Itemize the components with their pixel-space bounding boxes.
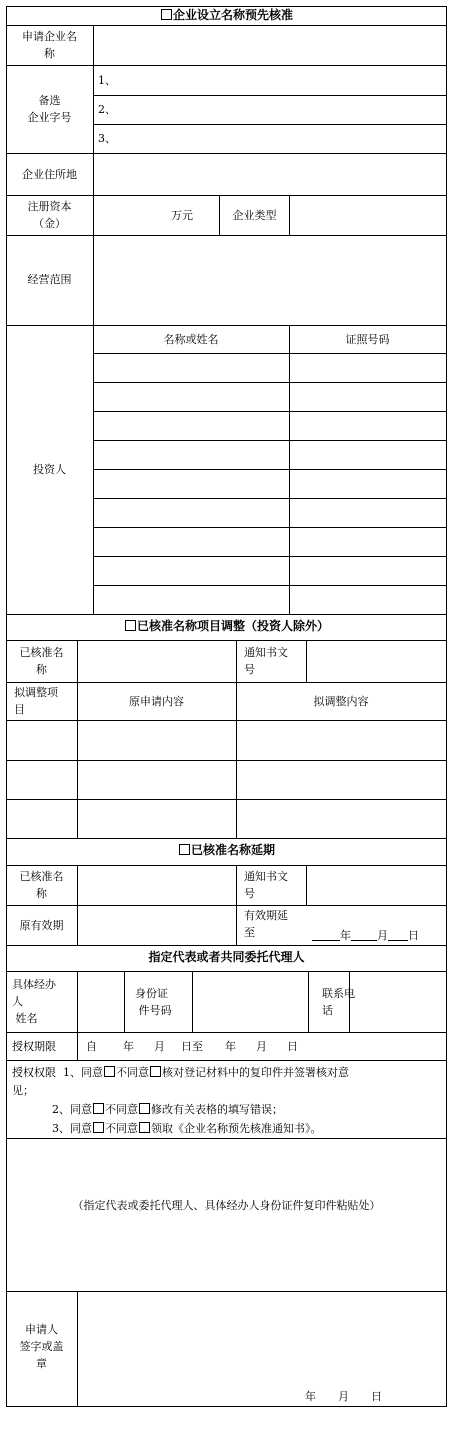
row-line — [6, 682, 447, 683]
investor-id-header: 证照号码 — [345, 333, 390, 346]
row-line — [93, 95, 447, 96]
extend-to-label: 有效期延 至 — [244, 909, 288, 939]
row-line — [93, 498, 447, 499]
address-field[interactable] — [94, 154, 446, 195]
auth-period-value[interactable]: 自 年 月 日至 年 月 日 — [86, 1040, 298, 1053]
checkbox-icon[interactable] — [139, 1103, 150, 1114]
section1-title-text: 企业设立名称预先核准 — [172, 8, 293, 22]
row-line — [6, 799, 447, 800]
row-line — [6, 614, 447, 615]
approved-name-label: 已核准名 称 — [19, 870, 64, 900]
row-line — [93, 411, 447, 412]
row-line — [93, 353, 447, 354]
checkbox-icon[interactable] — [93, 1103, 104, 1114]
col-line — [77, 865, 78, 945]
col-line — [236, 865, 237, 945]
col-line — [289, 325, 290, 614]
notice-no-label: 通知书文 号 — [244, 870, 288, 900]
section4-title: 指定代表或者共同委托代理人 — [148, 950, 305, 964]
investor-name-header: 名称或姓名 — [163, 333, 219, 346]
applicant-name-label: 申请企业名 称 — [22, 30, 77, 60]
row-line — [6, 1032, 447, 1033]
row-line — [6, 905, 447, 906]
checkbox-icon[interactable] — [179, 844, 190, 855]
checkbox-icon[interactable] — [125, 620, 136, 631]
original-validity-label: 原有效期 — [19, 919, 64, 932]
adjust-item-label: 拟调整项 目 — [14, 686, 58, 716]
section2-title — [6, 618, 447, 635]
id-number-label: 身份证 件号码 — [135, 987, 172, 1017]
business-scope-field[interactable] — [94, 236, 446, 325]
section3-title — [6, 842, 447, 859]
col-line — [77, 1032, 78, 1060]
alt-name-2[interactable]: 2、 — [98, 103, 116, 116]
alt-names-label: 备选 企业字号 — [27, 94, 72, 124]
row-line — [6, 1060, 447, 1061]
id-copy-paste-area: （指定代表或委托代理人、具体经办人身份证件复印件粘贴处） — [72, 1199, 381, 1212]
col-line — [124, 971, 125, 1032]
row-line — [6, 971, 447, 972]
row-line — [93, 382, 447, 383]
row-line — [6, 865, 447, 866]
original-content-header: 原申请内容 — [129, 695, 184, 708]
checkbox-icon[interactable] — [150, 1066, 161, 1077]
col-line — [236, 640, 237, 838]
extend-date[interactable]: 年 月 日 — [312, 927, 419, 944]
alt-name-1[interactable]: 1、 — [98, 74, 116, 87]
row-line — [6, 1138, 447, 1139]
address-label: 企业住所地 — [22, 168, 77, 181]
row-line — [6, 65, 447, 66]
row-line — [6, 640, 447, 641]
row-line — [93, 556, 447, 557]
row-line — [6, 760, 447, 761]
auth-scope-item-1: 授权权限 1、同意 不同意 核对登记材料中的复印件并签署核对意 — [12, 1066, 349, 1079]
checkbox-icon[interactable] — [104, 1066, 115, 1077]
row-line — [93, 585, 447, 586]
col-line — [77, 640, 78, 838]
row-line — [6, 838, 447, 839]
auth-period-label: 授权期限 — [12, 1040, 56, 1053]
approved-name-label: 已核准名 称 — [19, 646, 64, 676]
alt-name-3[interactable]: 3、 — [98, 132, 116, 145]
row-line — [93, 440, 447, 441]
signature-field[interactable] — [78, 1292, 446, 1406]
col-line — [308, 971, 309, 1032]
checkbox-icon[interactable] — [161, 9, 172, 20]
row-line — [93, 527, 447, 528]
investor-label: 投资人 — [33, 463, 66, 476]
applicant-name-field[interactable] — [94, 26, 446, 65]
capital-unit: 万元 — [171, 209, 193, 222]
col-line — [306, 640, 307, 682]
row-line — [93, 469, 447, 470]
section1-title — [6, 7, 447, 24]
company-type-label: 企业类型 — [232, 209, 277, 222]
row-line — [93, 124, 447, 125]
section3-title-text: 已核准名称延期 — [190, 843, 275, 857]
row-line — [6, 325, 447, 326]
auth-scope-item-3: 3、同意 不同意 领取《企业名称预先核准通知书》。 — [52, 1122, 322, 1135]
col-line — [192, 971, 193, 1032]
row-line — [6, 720, 447, 721]
notice-no-label: 通知书文 号 — [244, 646, 288, 676]
border-bottom — [6, 1406, 447, 1407]
section2-title-text: 已核准名称项目调整（投资人除外） — [136, 619, 329, 633]
checkbox-icon[interactable] — [93, 1122, 104, 1133]
auth-scope-item-2: 2、同意 不同意 修改有关表格的填写错误； — [52, 1103, 283, 1116]
checkbox-icon[interactable] — [139, 1122, 150, 1133]
adjusted-content-header: 拟调整内容 — [313, 695, 369, 708]
auth-scope-item-1-cont: 见； — [12, 1084, 34, 1097]
company-type-field[interactable] — [290, 196, 446, 235]
row-line — [6, 945, 447, 946]
col-line — [77, 971, 78, 1032]
col-line — [306, 865, 307, 905]
phone-label: 联系电 话 — [322, 987, 355, 1017]
signature-label: 申请人 签字或盖 章 — [19, 1323, 64, 1370]
agent-name-label: 具体经办 人 姓名 — [12, 978, 56, 1025]
business-scope-label: 经营范围 — [27, 273, 72, 286]
signature-date: 年 月 日 — [305, 1390, 382, 1403]
capital-label: 注册资本 （金） — [27, 200, 72, 230]
